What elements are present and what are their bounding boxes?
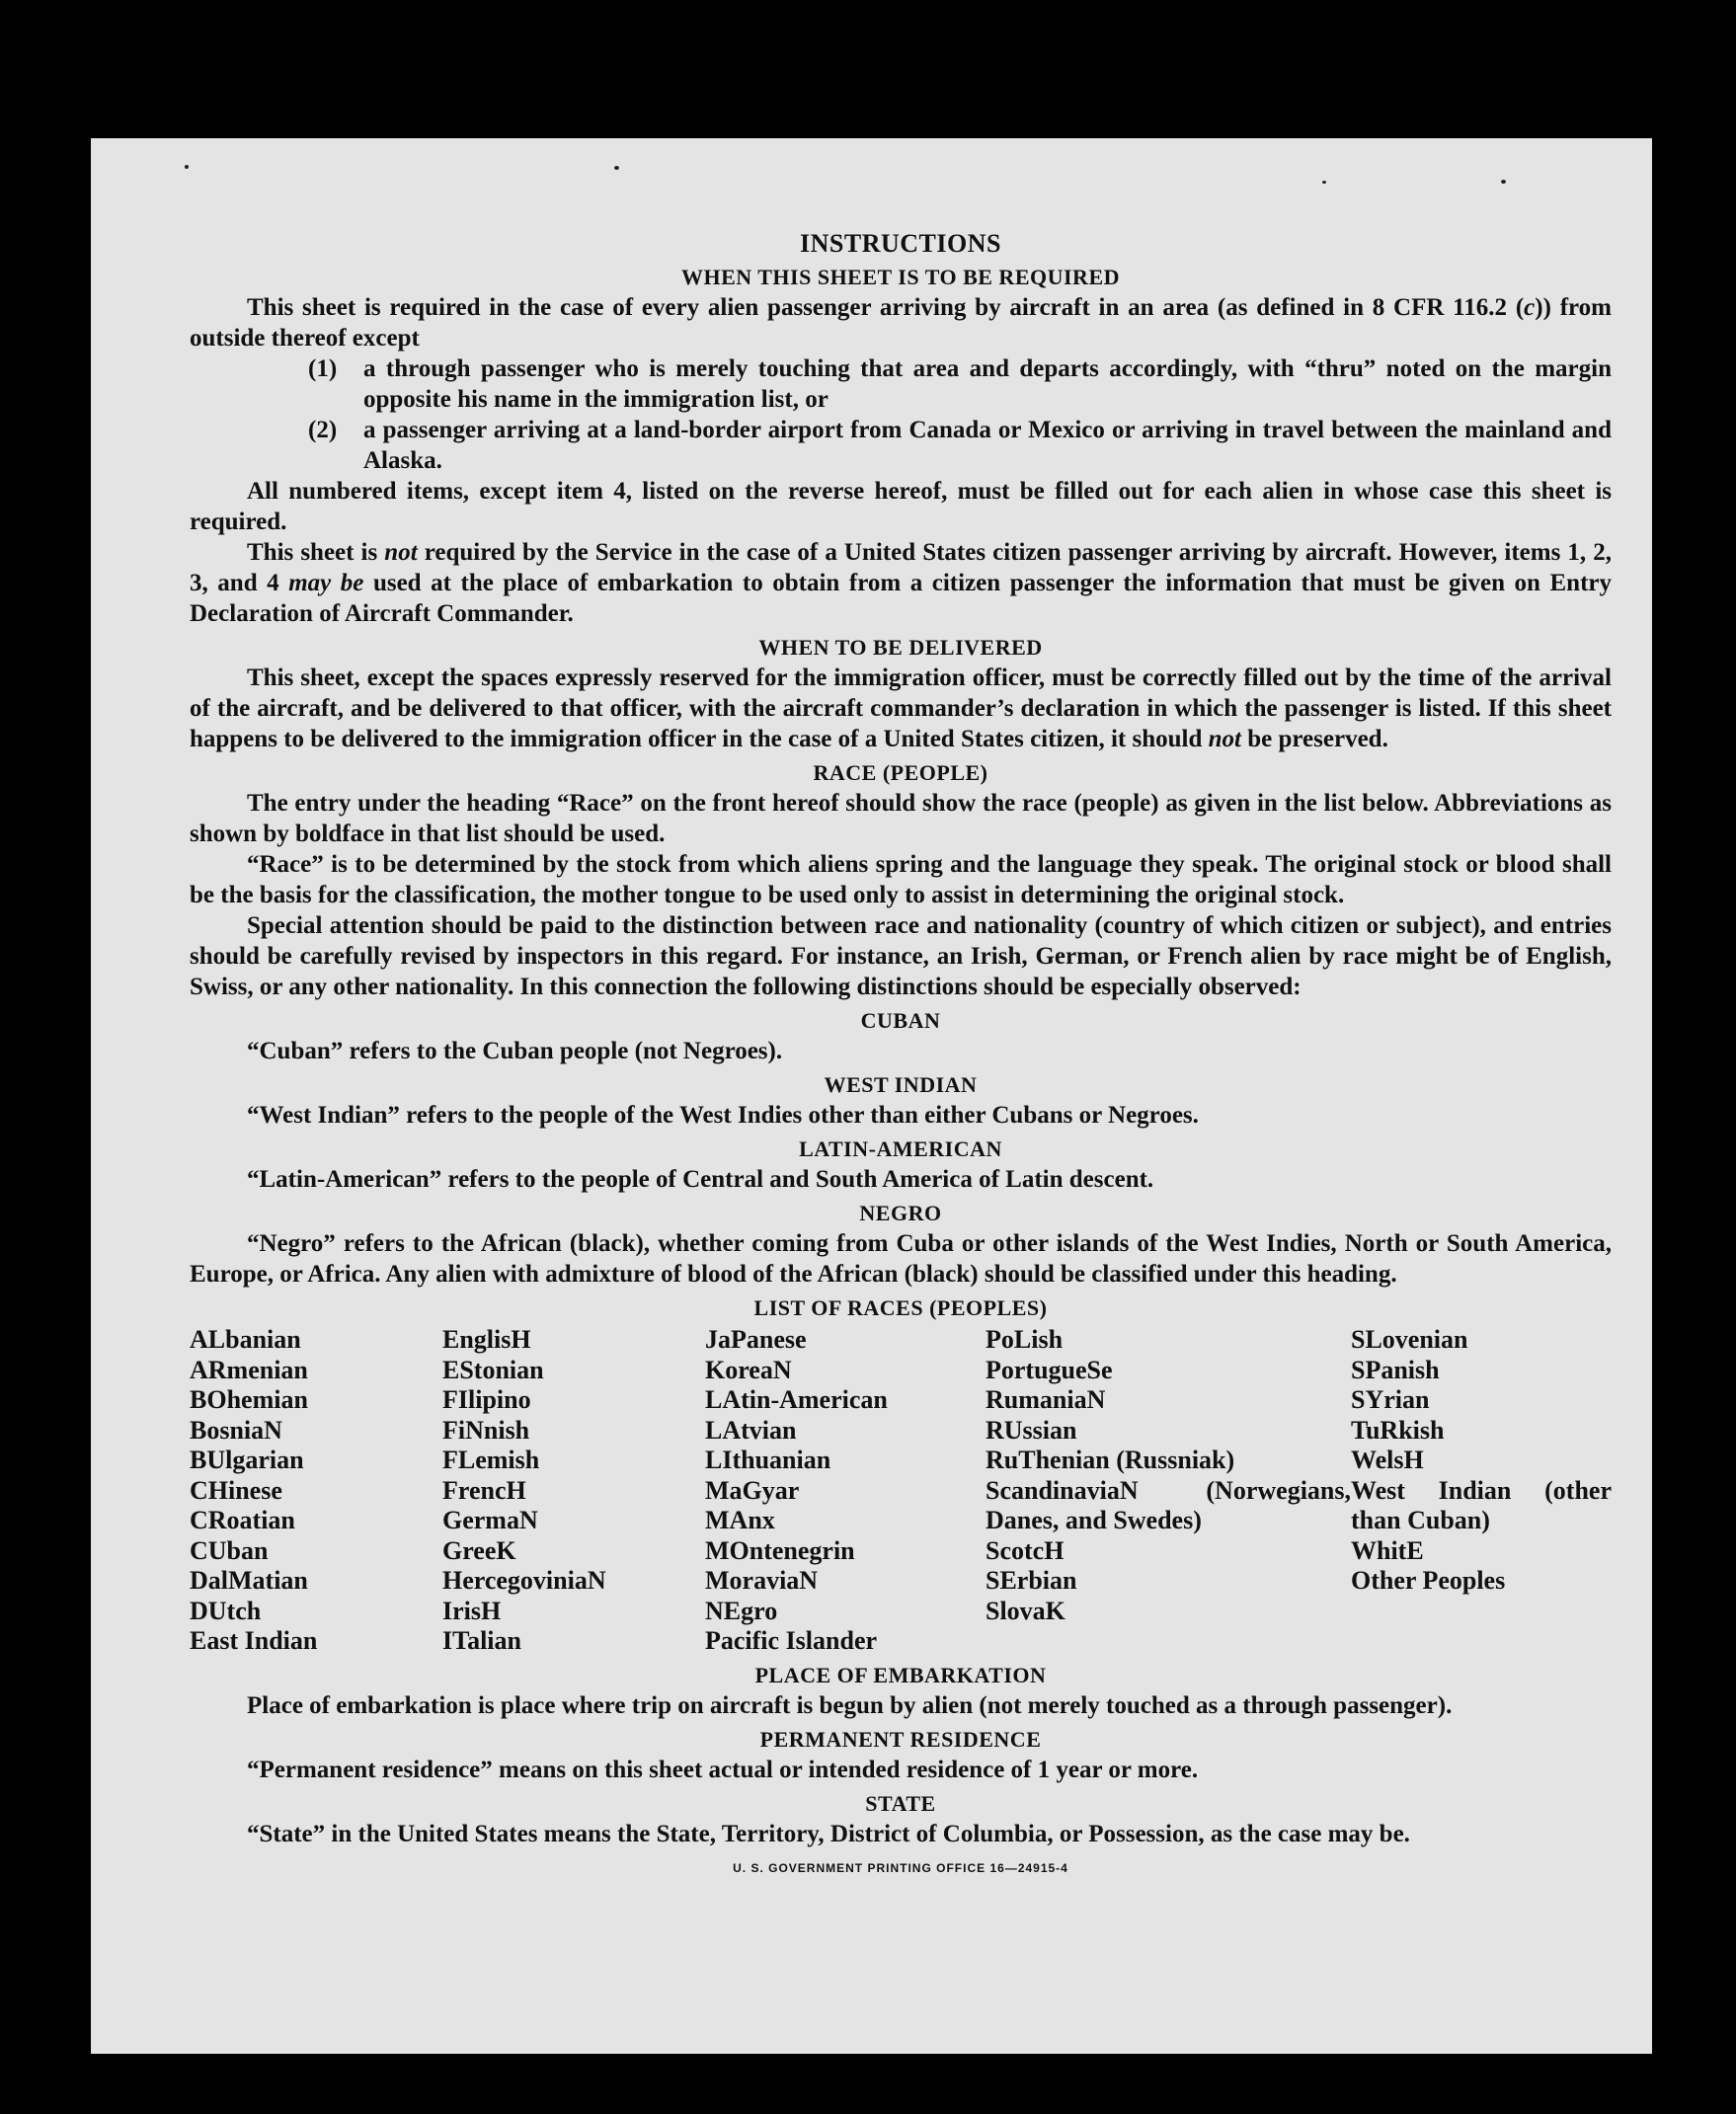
race-item: BOhemian	[190, 1385, 308, 1414]
paragraph: “Race” is to be determined by the stock from which aliens spring and the language they speak. The original stock or blood shall be the basis for the classification, the mother tongue to be used only to assist in determining the original stock.	[190, 851, 1612, 908]
race-item: FiNnish	[442, 1415, 530, 1445]
item-text: a through passenger who is merely touching that area and departs accordingly, with “thru” noted on the margin opposite his name in the immigration list, or	[363, 355, 1612, 413]
text-run: This sheet is required in the case of every alien passenger arriving by aircraft in an area (as defined in 8 CFR 116.2 (	[247, 294, 1525, 321]
section-heading-embarkation: PLACE OF EMBARKATION	[754, 1662, 1047, 1687]
speck	[1322, 181, 1326, 184]
paragraph: Special attention should be paid to the distinction between race and nationality (country of which citizen or subject), and entries should be carefully revised by inspectors in this regard. For instance, an Irish, German, or French alien by race might be of English, Swiss, or any other nationality. In this connection the following distinctions should be especially observed:	[190, 912, 1612, 1000]
race-item: PoLish	[986, 1325, 1064, 1354]
race-item: East Indian	[190, 1626, 318, 1655]
race-item: West Indian (other than Cuban)	[1351, 1475, 1612, 1534]
race-item: TuRkish	[1351, 1415, 1445, 1445]
item-text: a passenger arriving at a land-border airport from Canada or Mexico or arriving in travel between the mainland and Alaska.	[363, 417, 1612, 474]
text-run-italic: not	[384, 539, 418, 566]
race-item: FrencH	[442, 1475, 526, 1505]
text-run: The entry under the heading “Race” on the front hereof should show the race (people) as given in the list below. Abbreviations as shown by	[190, 790, 1612, 847]
paragraph: “Negro” refers to the African (black), whether coming from Cuba or other islands of the West Indies, North or South America, Europe, or Africa. Any alien with admixture of blood of the African (black) should be classified under this heading.	[190, 1230, 1612, 1288]
section-heading-negro: NEGRO	[859, 1201, 942, 1225]
section-heading-west-indian: WEST INDIAN	[824, 1072, 978, 1097]
race-item: SLovenian	[1351, 1325, 1468, 1354]
paragraph: “Latin-American” refers to the people of Central and South America of Latin descent.	[247, 1166, 1154, 1193]
race-item: CHinese	[190, 1475, 282, 1505]
race-item: RuThenian (Russniak)	[986, 1446, 1235, 1474]
race-item: SlovaK	[986, 1596, 1065, 1625]
speck	[614, 166, 619, 170]
section-heading-latin-american: LATIN-AMERICAN	[799, 1136, 1002, 1161]
paragraph	[190, 788, 1612, 849]
race-item: Pacific Islander	[705, 1626, 878, 1655]
paragraph	[190, 663, 1612, 754]
section-heading-race-list: LIST OF RACES (PEOPLES)	[753, 1295, 1048, 1320]
paragraph: “State” in the United States means the State, Territory, District of Columbia, or Possession, as the case may be.	[247, 1820, 1410, 1847]
text-run: This sheet, except the spaces expressly reserved for the immigration officer, must be correctly filled out by the time of the arrival of the aircraft, and be delivered to that officer, with the aircraft commander’s declaration in which the passenger is listed. If this sheet happens to be delivered to the immigration officer in the case of a United States citizen, it should	[190, 665, 1612, 752]
race-item: CRoatian	[190, 1506, 295, 1534]
race-item: MoraviaN	[705, 1566, 819, 1595]
race-column	[986, 1325, 1351, 1657]
race-item: GreeK	[442, 1535, 516, 1565]
race-item: WhitE	[1351, 1535, 1424, 1565]
race-item: BUlgarian	[190, 1446, 304, 1474]
race-item: LAtin-American	[705, 1385, 888, 1414]
printer-footer: U. S. GOVERNMENT PRINTING OFFICE 16—24915-4	[733, 1860, 1068, 1875]
race-list	[190, 1325, 1612, 1657]
race-item: ARmenian	[190, 1355, 308, 1384]
race-item: EStonian	[442, 1355, 544, 1384]
race-item: CUban	[190, 1535, 269, 1565]
section-heading-race: RACE (PEOPLE)	[813, 760, 988, 785]
exception-item	[308, 353, 1612, 415]
paragraph: “West Indian” refers to the people of the West Indies other than either Cubans or Negroes.	[247, 1102, 1199, 1129]
instructions-content	[190, 229, 1612, 1875]
race-item: DUtch	[190, 1596, 262, 1625]
text-run-bold: boldface	[295, 821, 385, 847]
race-item: ALbanian	[190, 1325, 301, 1354]
paragraph: “Permanent residence” means on this sheet actual or intended residence of 1 year or more.	[247, 1756, 1199, 1783]
race-column	[1351, 1325, 1612, 1657]
text-run-italic: not	[1208, 726, 1241, 752]
paragraph: Place of embarkation is place where trip on aircraft is begun by alien (not merely touched as a through passenger).	[247, 1691, 1453, 1719]
section-heading-delivered: WHEN TO BE DELIVERED	[758, 635, 1043, 660]
paragraph: All numbered items, except item 4, listed on the reverse hereof, must be filled out for each alien in whose case this sheet is required.	[190, 478, 1612, 535]
text-run: used at the place of embarkation to obtain from a citizen passenger the information that must be given on Entry Declaration of Aircraft Commander.	[190, 570, 1612, 627]
text-run: )) from outside thereof except	[190, 294, 1612, 352]
race-item: JaPanese	[705, 1325, 807, 1354]
section-heading-state: STATE	[865, 1790, 936, 1816]
text-run: in that list should be used.	[384, 821, 666, 847]
speck	[1501, 180, 1506, 184]
race-item: ITalian	[442, 1626, 521, 1655]
race-item: IrisH	[442, 1596, 502, 1625]
text-run: required by the Service in the case of a United States citizen passenger arriving by aircraft. However, items 1, 2, 3, and 4	[190, 539, 1612, 596]
race-item: BosniaN	[190, 1415, 282, 1445]
race-item: SErbian	[986, 1566, 1077, 1595]
exception-item	[308, 415, 1612, 476]
text-run: This sheet is	[247, 539, 385, 566]
race-item: FIlipino	[442, 1385, 531, 1414]
race-item: EnglisH	[442, 1325, 531, 1354]
race-item: MOntenegrin	[705, 1535, 855, 1565]
race-item: RUssian	[986, 1415, 1077, 1445]
section-heading-cuban: CUBAN	[860, 1008, 941, 1033]
race-item: FLemish	[442, 1446, 540, 1474]
race-item: LIthuanian	[705, 1446, 831, 1474]
race-column	[705, 1325, 986, 1657]
race-column	[442, 1325, 705, 1657]
race-item: Other Peoples	[1351, 1566, 1506, 1595]
race-item: ScandinaviaN (Norwegians, Danes, and Swedes)	[986, 1475, 1351, 1534]
race-item: HercegoviniaN	[442, 1566, 606, 1595]
race-item: SYrian	[1351, 1385, 1430, 1414]
paragraph	[190, 537, 1612, 629]
item-number: (2)	[308, 417, 338, 443]
item-number: (1)	[308, 355, 338, 382]
race-item: DalMatian	[190, 1566, 308, 1595]
race-column	[190, 1325, 442, 1657]
race-item: SPanish	[1351, 1355, 1440, 1384]
race-item: MaGyar	[705, 1475, 800, 1505]
race-item: WelsH	[1351, 1446, 1424, 1474]
race-item: ScotcH	[986, 1535, 1065, 1565]
section-heading-required: WHEN THIS SHEET IS TO BE REQUIRED	[680, 265, 1121, 289]
page-title: INSTRUCTIONS	[800, 229, 1001, 258]
paragraph: “Cuban” refers to the Cuban people (not Negroes).	[247, 1038, 783, 1064]
text-run: be preserved.	[1241, 726, 1388, 752]
race-item: RumaniaN	[986, 1385, 1106, 1414]
text-run-italic: may be	[288, 570, 364, 596]
race-item: MAnx	[705, 1506, 775, 1534]
race-item: LAtvian	[705, 1415, 797, 1445]
race-item: KoreaN	[705, 1355, 792, 1384]
exception-list	[190, 353, 1612, 476]
document-sheet	[91, 138, 1652, 2054]
race-item: GermaN	[442, 1506, 538, 1534]
speck	[185, 165, 189, 169]
section-heading-residence: PERMANENT RESIDENCE	[759, 1726, 1042, 1752]
race-item: PortugueSe	[986, 1355, 1113, 1384]
text-run-italic: c	[1524, 294, 1536, 321]
race-item: NEgro	[705, 1596, 778, 1625]
paragraph	[190, 292, 1612, 353]
